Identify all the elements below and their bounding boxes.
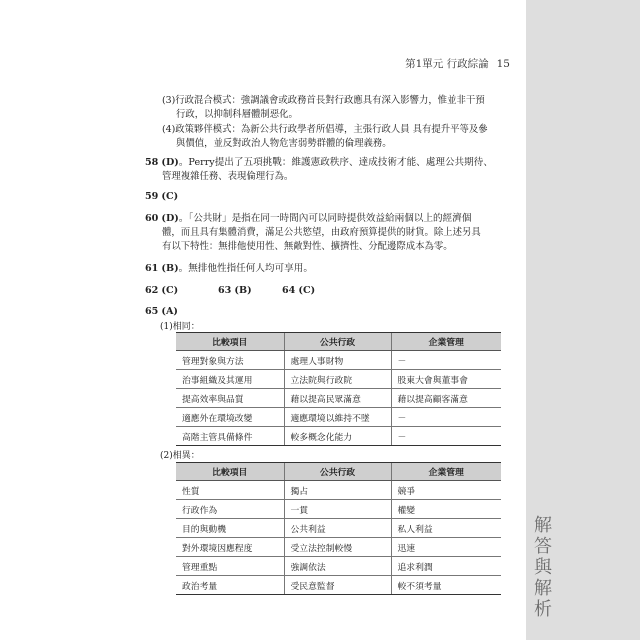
table-1-caption: (1)相同： (160, 322, 200, 332)
explanation: 。Perry提出了五項挑戰：維護憲政秩序、達成技術才能、處理公共期待、 (178, 157, 493, 168)
question-number: 58 (145, 157, 159, 168)
table-cell: 藉以提高民眾滿意 (284, 389, 391, 408)
answer-choice: (C) (298, 285, 316, 296)
table-cell: 權變 (391, 500, 501, 519)
column-header: 公共行政 (284, 333, 391, 351)
answer-choice: (D) (161, 157, 179, 168)
item-3-line-1: (3)行政混合模式：強調議會或政務首長對行政應具有深入影響力，惟並非干預 (162, 95, 485, 106)
answer-60-line-2: 體，而且具有集體消費，滿足公共慾望，由政府預算提供的財貨。除上述另具 (162, 227, 481, 238)
table-cell: 政治考量 (176, 576, 284, 595)
question-number: 61 (145, 263, 159, 274)
chapter-title: 第1單元 行政綜論 (405, 58, 489, 70)
side-tab-label (533, 515, 553, 620)
table-header-row (176, 333, 501, 351)
table-cell: 較多概念化能力 (284, 427, 391, 446)
answer-63 (218, 284, 252, 299)
question-number: 62 (145, 285, 159, 296)
table-cell: － (391, 408, 501, 427)
side-tab-char: 解 (534, 578, 552, 599)
table-cell: 股東大會與董事會 (391, 370, 501, 389)
column-header: 企業管理 (391, 333, 501, 351)
answer-60 (145, 212, 471, 227)
answer-61 (145, 262, 313, 277)
running-header (330, 56, 510, 71)
table-cell: 行政作為 (176, 500, 284, 519)
table-header-row (176, 463, 501, 481)
answer-59 (145, 190, 178, 205)
table-cell: 受民意監督 (284, 576, 391, 595)
table-cell: 追求利潤 (391, 557, 501, 576)
table-row (176, 557, 501, 576)
table-cell: 適應外在環境改變 (176, 408, 284, 427)
table-cell: 一貫 (284, 500, 391, 519)
explanation: 。無排他性指任何人均可享用。 (178, 263, 313, 274)
answer-65 (145, 305, 178, 320)
table-cell: 提高效率與品質 (176, 389, 284, 408)
table-cell: － (391, 427, 501, 446)
item-4-line-1: (4)政策夥伴模式：為新公共行政學者所倡導，主張行政人員 具有提升平等及參 (162, 124, 488, 135)
table-cell: 立法院與行政院 (284, 370, 391, 389)
table-cell: 公共利益 (284, 519, 391, 538)
table-row (176, 427, 501, 446)
question-number: 60 (145, 213, 159, 224)
table-cell: 受立法控制較慢 (284, 538, 391, 557)
table-cell: 性質 (176, 481, 284, 500)
item-3-line-2: 行政，以抑制科層體制惡化。 (176, 109, 298, 120)
table-cell: － (391, 351, 501, 370)
explanation: 。「公共財」是指在同一時間內可以同時提供效益給兩個以上的經濟個 (178, 213, 472, 224)
table-cell: 較不須考量 (391, 576, 501, 595)
answer-64 (282, 284, 315, 299)
answer-60-line-3: 有以下特性：無排他使用性、無敵對性、擴擠性、分配邊際成本為零。 (162, 241, 453, 252)
answer-58-line-2: 管理複雜任務、表現倫理行為。 (162, 171, 294, 182)
column-header: 企業管理 (391, 463, 501, 481)
table-cell: 高階主管具備條件 (176, 427, 284, 446)
column-header: 比較項目 (176, 463, 284, 481)
table-cell: 處理人事財物 (284, 351, 391, 370)
table-cell: 治事組織及其運用 (176, 370, 284, 389)
table-cell: 競爭 (391, 481, 501, 500)
answer-choice: (C) (161, 191, 179, 202)
side-tab-char: 答 (534, 536, 552, 557)
question-number: 64 (282, 285, 296, 296)
table-cell: 私人利益 (391, 519, 501, 538)
table-row (176, 408, 501, 427)
table-row (176, 519, 501, 538)
table-cell: 管理對象與方法 (176, 351, 284, 370)
similarity-table (176, 332, 501, 446)
answer-choice: (B) (161, 263, 179, 274)
item-4-line-2: 與價值，並反對政治人物危害弱勢群體的倫理義務。 (176, 138, 392, 149)
table-row (176, 370, 501, 389)
question-number: 59 (145, 191, 159, 202)
answer-choice: (A) (161, 306, 178, 317)
table-row (176, 576, 501, 595)
table-cell: 迅速 (391, 538, 501, 557)
side-tab-char: 析 (534, 599, 552, 620)
table-row (176, 351, 501, 370)
table-row (176, 481, 501, 500)
table-cell: 獨占 (284, 481, 391, 500)
table-row (176, 538, 501, 557)
side-tab-char: 解 (534, 515, 552, 536)
question-number: 63 (218, 285, 232, 296)
table-cell: 強調依法 (284, 557, 391, 576)
column-header: 比較項目 (176, 333, 284, 351)
answer-58 (145, 156, 493, 171)
difference-table (176, 462, 501, 595)
table-row (176, 500, 501, 519)
table-cell: 管理重點 (176, 557, 284, 576)
table-cell: 目的與動機 (176, 519, 284, 538)
table-cell: 適應環境以維持不墜 (284, 408, 391, 427)
table-2-caption: (2)相異： (160, 451, 200, 461)
column-header: 公共行政 (284, 463, 391, 481)
table-cell: 對外環境因應程度 (176, 538, 284, 557)
side-tab-char: 與 (534, 557, 552, 578)
table-cell: 藉以提高顧客滿意 (391, 389, 501, 408)
answer-choice: (D) (161, 213, 179, 224)
answer-choice: (B) (234, 285, 252, 296)
question-number: 65 (145, 306, 159, 317)
page-number: 15 (496, 58, 510, 70)
answer-62 (145, 284, 178, 299)
table-row (176, 389, 501, 408)
answer-choice: (C) (161, 285, 179, 296)
